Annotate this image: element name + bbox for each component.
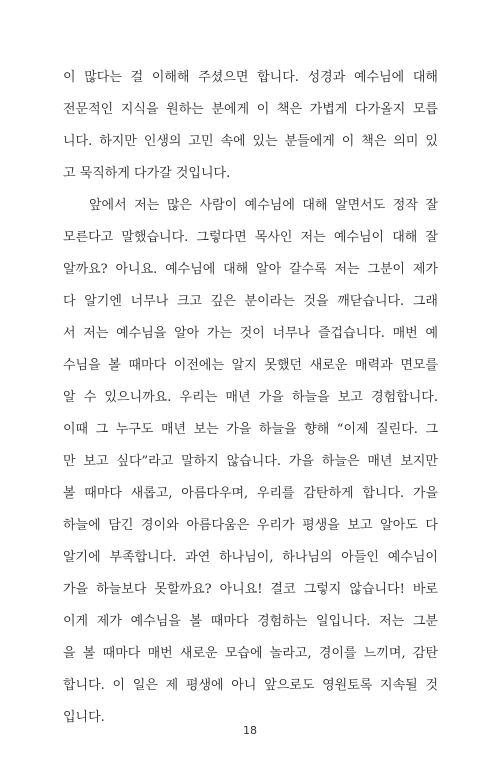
text-line: 하늘에 담긴 경이와 아름다움은 우리가 평생을 보고 알아도 다: [63, 518, 438, 533]
text-line: 볼 때마다 새롭고, 아름다우며, 우리를 감탄하게 합니다. 가을: [63, 486, 438, 501]
text-line: 이 많다는 걸 이해해 주셨으면 합니다. 성경과 예수님에 대해: [63, 70, 438, 85]
text-line: 알까요? 아니요. 예수님에 대해 알아 갈수록 저는 그분이 제가: [63, 262, 438, 277]
paragraph-1: [63, 62, 438, 190]
text-line: 을 볼 때마다 매번 새로운 모습에 놀라고, 경이를 느끼며, 감탄: [63, 646, 438, 661]
text-line: 니다. 하지만 인생의 고민 속에 있는 분들에게 이 책은 의미 있: [63, 134, 438, 149]
text-line: 모른다고 말했습니다. 그렇다면 목사인 저는 예수님이 대해 잘: [63, 230, 438, 245]
text-line: 이게 제가 예수님을 볼 때마다 경험하는 일입니다. 저는 그분: [63, 614, 438, 629]
text-line: 전문적인 지식을 원하는 분에게 이 책은 가볍게 다가올지 모릅: [63, 102, 438, 117]
body-text: [63, 62, 438, 734]
text-line: 고 묵직하게 다가갈 것입니다.: [63, 166, 231, 181]
text-line: 알 수 있으니까요. 우리는 매년 가을 하늘을 보고 경험합니다.: [63, 390, 438, 405]
text-line: 서 저는 예수님을 알아 가는 것이 너무나 즐겁습니다. 매번 예: [63, 326, 438, 341]
text-line: 합니다. 이 일은 제 평생에 아니 앞으로도 영원토록 지속될 것: [63, 678, 438, 693]
page-number: 18: [243, 724, 257, 737]
text-line: 입니다.: [63, 710, 105, 725]
text-line: 알기에 부족합니다. 과연 하나님이, 하나님의 아들인 예수님이: [63, 550, 438, 565]
text-line: 이때 그 누구도 매년 보는 가을 하늘을 향해 “이제 질린다. 그: [63, 422, 438, 437]
text-line: 다 알기엔 너무나 크고 깊은 분이라는 것을 깨닫습니다. 그래: [63, 294, 438, 309]
text-line: 만 보고 싶다”라고 말하지 않습니다. 가을 하늘은 매년 보지만: [63, 454, 438, 469]
text-line: 가을 하늘보다 못할까요? 아니요! 결코 그렇지 않습니다! 바로: [63, 582, 438, 597]
text-line: 수님을 볼 때마다 이전에는 알지 못했던 새로운 매력과 면모를: [63, 358, 438, 373]
paragraph-2: [63, 190, 438, 734]
text-line: 앞에서 저는 많은 사람이 예수님에 대해 알면서도 정작 잘: [89, 198, 438, 213]
